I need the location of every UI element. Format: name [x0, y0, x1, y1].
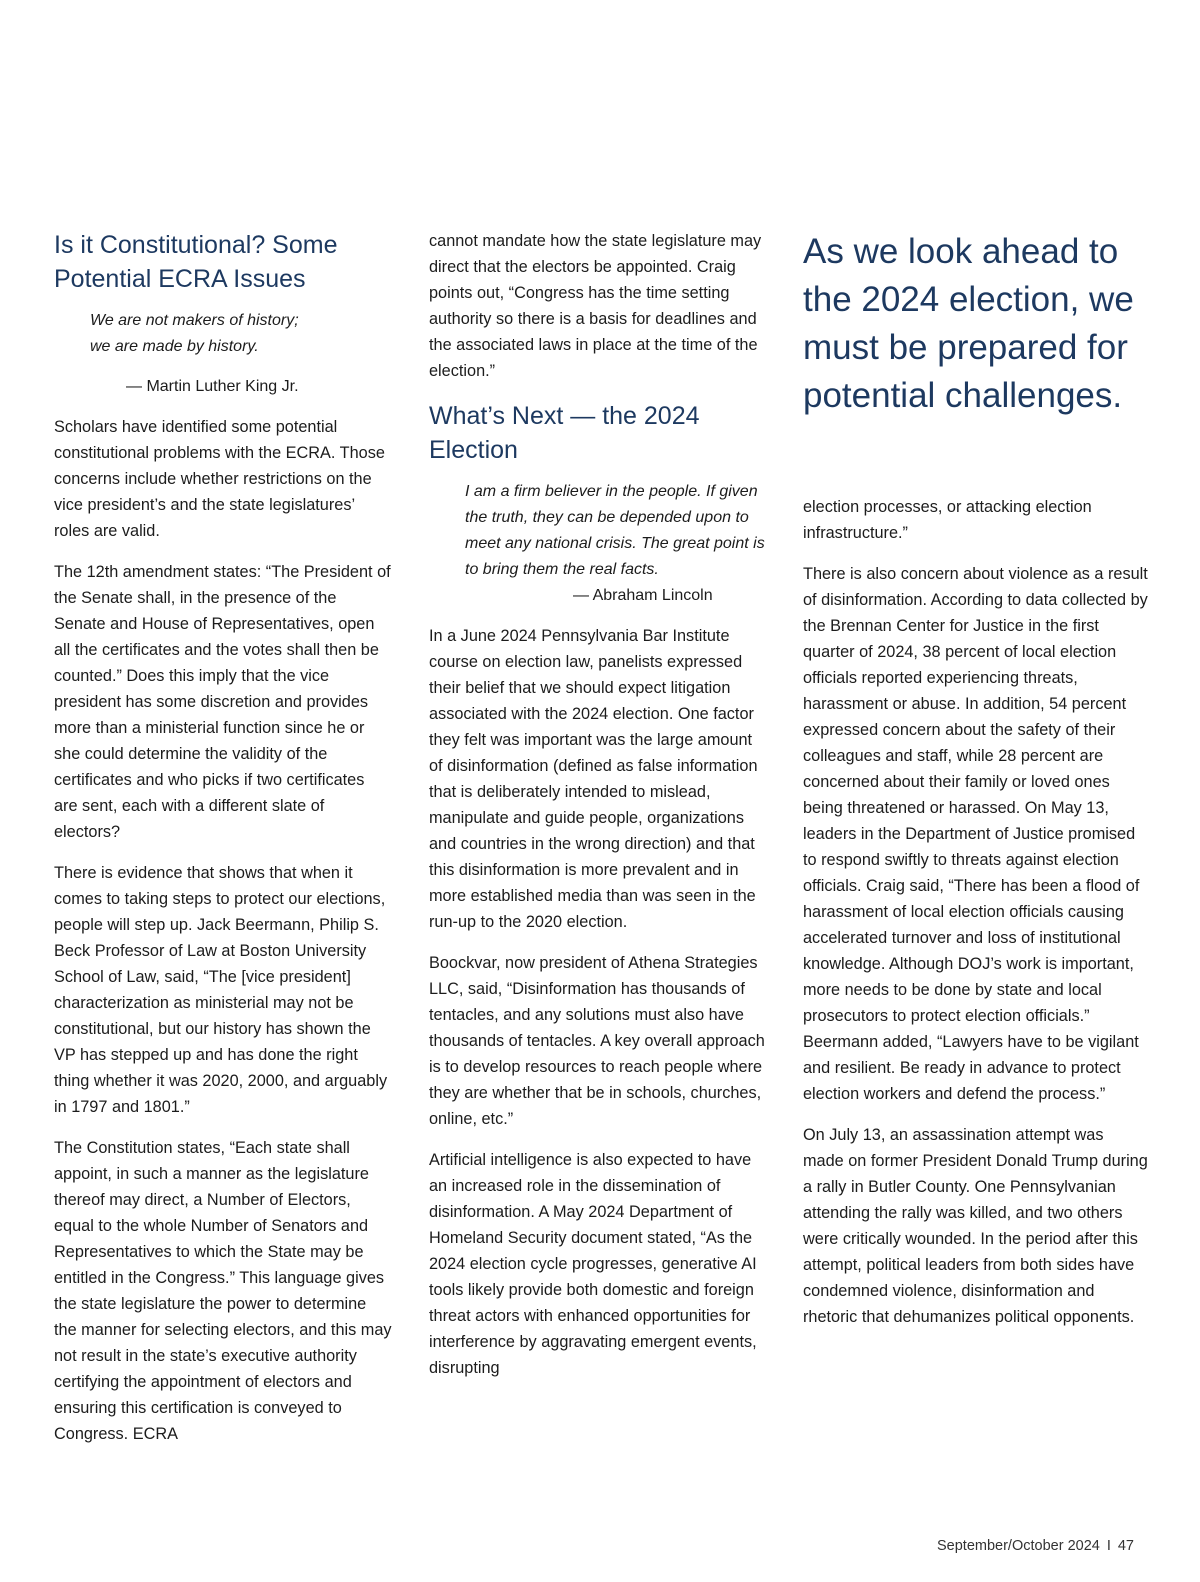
pull-quote: As we look ahead to the 2024 election, we must be prepared for potential challenges. [803, 232, 1134, 415]
epigraph-attribution: — Abraham Lincoln [573, 587, 713, 604]
column-1 [54, 228, 392, 1462]
section-heading-constitutional: Is it Constitutional? Some Potential ECRA Issues [54, 231, 338, 293]
paragraph: Artificial intelligence is also expected to have an increased role in the dissemination of disinformation. A May 2024 Department of Homeland Security document stated, “As the 2024 election cycle progresses, generative AI tools likely provide both domestic and foreign threat actors with enhanced opportunities for interference by aggravating emergent events, disrupting [429, 1151, 757, 1377]
paragraph: On July 13, an assassination attempt was made on former President Donald Trump during a rally in Butler County. One Pennsylvanian attending the rally was killed, and two others were critically wounded. In the period after this attempt, political leaders from both sides have condemned violence, disinformation and rhetoric that dehumanizes political opponents. [803, 1126, 1148, 1326]
paragraph: In a June 2024 Pennsylvania Bar Institute course on election law, panelists expressed their belief that we should expect litigation associated with the 2024 election. One factor they felt was important was the large amount of disinformation (defined as false information that is deliberately intended to mislead, manipulate and guide people, organizations and countries in the wrong direction) and that this disinformation is more prevalent and in more established media than was seen in the run-up to the 2020 election. [429, 627, 758, 931]
section-heading-whats-next: What’s Next — the 2024 Election [429, 402, 700, 464]
epigraph-line-1: We are not makers of history; [90, 312, 299, 329]
epigraph-attribution: — Martin Luther King Jr. [126, 378, 299, 395]
epigraph-king [54, 308, 392, 400]
column-3 [803, 228, 1148, 1345]
epigraph-line-2: we are made by history. [90, 338, 259, 355]
paragraph-continued: election processes, or attacking election infrastructure.” [803, 498, 1092, 542]
page-number: 47 [1117, 1538, 1134, 1554]
column-2 [429, 228, 767, 1396]
paragraph: There is evidence that shows that when it comes to taking steps to protect our elections, people will step up. Jack Beermann, Philip S. Beck Professor of Law at Boston University School of Law, said, “The [vice president] characterization as ministerial may not be constitutional, but our history has shown the VP has stepped up and has done the right thing whether it was 2020, 2000, and arguably in 1797 and 1801.” [54, 864, 388, 1116]
paragraph: Boockvar, now president of Athena Strategies LLC, said, “Disinformation has thousands of tentacles, and any solutions must also have thousands of tentacles. A key overall approach is to develop resources to reach people where they are whether that be in schools, churches, online, etc.” [429, 954, 765, 1128]
paragraph: There is also concern about violence as a result of disinformation. According to data collected by the Brennan Center for Justice in the first quarter of 2024, 38 percent of local election officials reported experiencing threats, harassment or abuse. In addition, 54 percent expressed concern about the safety of their colleagues and staff, while 28 percent are concerned about their family or loved ones being threatened or harassed. On May 13, leaders in the Department of Justice promised to respond swiftly to threats against election officials. Craig said, “There has been a flood of harassment of local election officials causing accelerated turnover and loss of institutional knowledge. Although DOJ’s work is important, more needs to be done by state and local prosecutors to protect election officials.” Beermann added, “Lawyers have to be vigilant and resilient. Be ready in advance to protect election workers and defend the process.” [803, 565, 1148, 1103]
paragraph: The Constitution states, “Each state shall appoint, in such a manner as the legislature thereof may direct, a Number of Electors, equal to the whole Number of Senators and Representatives to which the State may be entitled in the Congress.” This language gives the state legislature the power to determine the manner for selecting electors, and this may not result in the state’s executive authority certifying the appointment of electors and ensuring this certification is conveyed to Congress. ECRA [54, 1139, 392, 1443]
paragraph: Scholars have identified some potential constitutional problems with the ECRA. Those concerns include whether restrictions on the vice president’s and the state legislatures’ roles are valid. [54, 418, 385, 540]
issue-date: September/October 2024 [937, 1538, 1100, 1554]
page-footer [937, 1538, 1134, 1554]
paragraph: The 12th amendment states: “The President of the Senate shall, in the presence of the Senate and House of Representatives, open all the certificates and the votes shall then be counted.” Does this imply that the vice president has some discretion and provides more than a ministerial function since he or she could determine the validity of the certificates and who picks if two certificates are sent, each with a different slate of electors? [54, 563, 391, 841]
epigraph-text: I am a firm believer in the people. If given the truth, they can be depended upon to meet any national crisis. The great point is to bring them the real facts. [465, 483, 765, 578]
epigraph-lincoln [429, 479, 767, 609]
paragraph-continued: cannot mandate how the state legislature may direct that the electors be appointed. Craig points out, “Congress has the time setting authority so there is a basis for deadlines and the associated laws in place at the time of the election.” [429, 232, 762, 380]
footer-separator: I [1106, 1538, 1111, 1554]
